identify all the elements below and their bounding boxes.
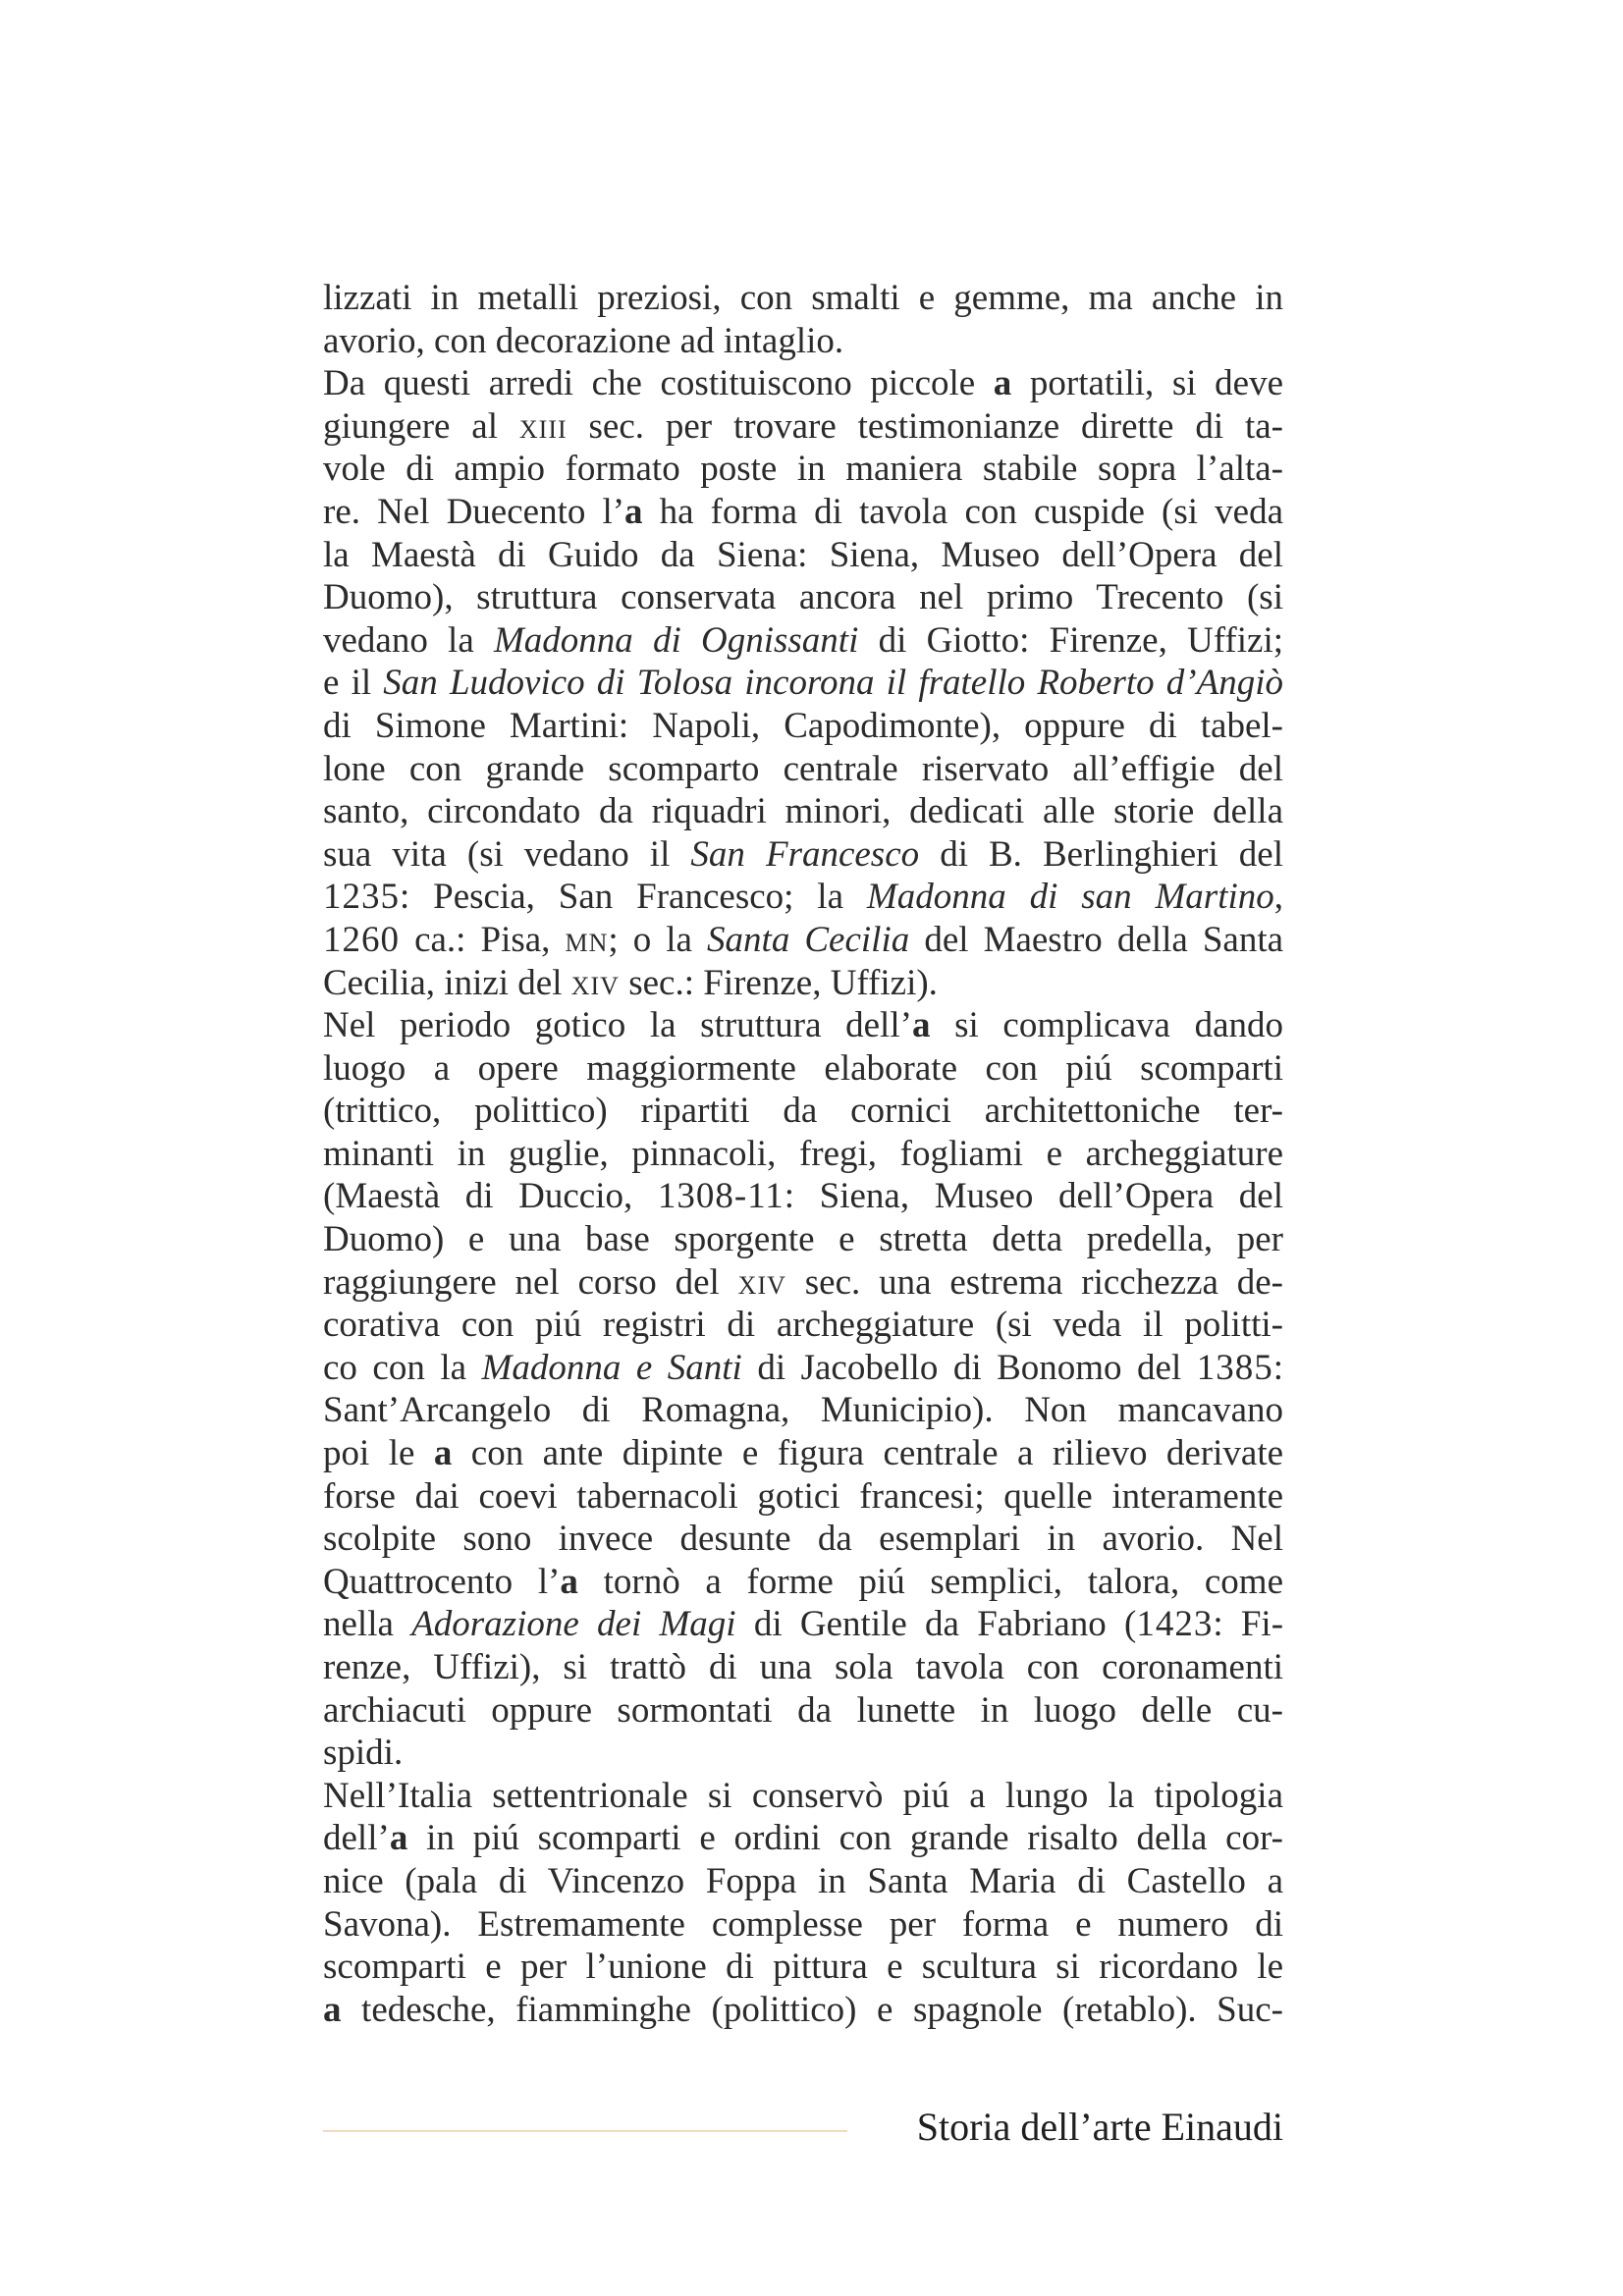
artwork-title: Santa Cecilia (707, 919, 910, 960)
text-line (323, 662, 1283, 705)
text-line (323, 405, 1283, 449)
text-run: Da questi arredi che costituiscono piccole (323, 363, 976, 404)
text-run: tornò a forme piú semplici, talora, come (603, 1561, 1283, 1602)
text-run: minanti in guglie, pinnacoli, fregi, fogliami e archeggiature (323, 1133, 1283, 1174)
text-line (323, 1561, 1283, 1604)
artwork-title: San Ludovico di Tolosa incorona il fratello Roberto d’Angiò (383, 663, 1283, 704)
text-run: Quattrocento l’ (323, 1561, 561, 1602)
text-run: nice (pala di Vincenzo Foppa in Santa Maria di Castello a (323, 1860, 1283, 1901)
text-run: sec. una estrema ricchezza de- (804, 1261, 1284, 1303)
century-numeral: xiv (737, 1261, 786, 1303)
footer-rule (323, 2130, 847, 2132)
text-run: avorio, con decorazione ad intaglio. (323, 320, 844, 361)
text-line (323, 1090, 1283, 1133)
text-run: portatili, si deve (1029, 363, 1283, 404)
text-line (323, 1946, 1283, 1989)
text-line (323, 1432, 1283, 1475)
text-run: : Fi- (1213, 1604, 1284, 1645)
entry-term: a (323, 1989, 342, 2030)
text-run: Nel periodo gotico la struttura dell’ (323, 1005, 912, 1046)
text-run: co con la (323, 1347, 467, 1388)
text-line (323, 619, 1283, 663)
text-run: di Gentile da Fabriano ( (753, 1604, 1137, 1645)
text-run: Duomo) e una base sporgente e stretta detta predella, per (323, 1219, 1283, 1260)
text-line (323, 1004, 1283, 1047)
text-run: si complicava dando (954, 1005, 1283, 1046)
text-line (323, 1689, 1283, 1733)
text-run: vedano la (323, 619, 474, 661)
footer-title: Storia dell’arte Einaudi (916, 2105, 1283, 2149)
text-run: santo, circondato da riquadri minori, dedicati alle storie della (323, 791, 1283, 832)
text-line (323, 320, 1283, 363)
text-line (323, 790, 1283, 833)
text-run: sec. per trovare testimonianze dirette di ta- (588, 405, 1284, 447)
text-run: lone con grande scomparto centrale riservato all’effigie del (323, 748, 1283, 789)
text-run: spidi. (323, 1733, 404, 1774)
text-run: forse dai coevi tabernacoli gotici francesi; quelle interamente (323, 1475, 1283, 1517)
text-run: : (1272, 1347, 1284, 1388)
century-numeral: xiii (518, 405, 568, 447)
entry-term: a (624, 491, 643, 532)
text-run: : Pescia, San Francesco; la (400, 877, 843, 918)
text-line (323, 1817, 1283, 1860)
year: 1308-11 (657, 1176, 784, 1217)
text-line (323, 1775, 1283, 1818)
text-run: raggiungere nel corso del (323, 1261, 720, 1303)
text-run: nella (323, 1604, 394, 1645)
text-run: renze, Uffizi), si trattò di una sola tavola con coronamenti (323, 1647, 1283, 1687)
text-run: e il (323, 663, 372, 704)
text-run: del Maestro della Santa (924, 919, 1284, 960)
entry-term: a (911, 1005, 931, 1046)
text-line (323, 833, 1283, 877)
century-numeral: xiv (570, 962, 620, 1003)
text-line (323, 448, 1283, 491)
text-run: luogo a opere maggiormente elaborate con piú scomparti (323, 1047, 1283, 1089)
text-run: , (1273, 877, 1284, 918)
artwork-title: Madonna di san Martino (866, 877, 1274, 918)
entry-term: a (433, 1433, 453, 1474)
text-line (323, 1389, 1283, 1432)
text-run: di B. Berlinghieri del (940, 833, 1284, 875)
text-line (323, 491, 1283, 534)
text-run: di Simone Martini: Napoli, Capodimonte), oppure di tabel- (323, 705, 1283, 746)
entry-term: a (560, 1561, 578, 1602)
text-line (323, 876, 1283, 919)
artwork-title: Adorazione dei Magi (411, 1604, 736, 1645)
text-run: Nell’Italia settentrionale si conservò piú a lungo la tipologia (323, 1775, 1283, 1816)
text-run: con ante dipinte e figura centrale a rilievo derivate (470, 1433, 1284, 1474)
text-run: ; o la (608, 919, 692, 960)
text-run: lizzati in metalli preziosi, con smalti e gemme, ma anche in (323, 278, 1283, 318)
text-run: sua vita (si vedano il (323, 833, 671, 875)
text-line (323, 1475, 1283, 1519)
text-run: Savona). Estremamente complesse per forma e numero di (323, 1903, 1283, 1945)
text-line (323, 362, 1283, 405)
text-line (323, 1347, 1283, 1390)
text-line (323, 1218, 1283, 1261)
text-run: giungere al (323, 405, 499, 447)
text-line (323, 1646, 1283, 1689)
text-run: archiacuti oppure sormontati da lunette in luogo delle cu- (323, 1689, 1283, 1731)
text-run: Cecilia, inizi del (323, 962, 563, 1003)
page-footer (323, 2103, 1283, 2152)
year: 1260 (323, 919, 400, 960)
text-line (323, 1732, 1283, 1775)
artwork-title: Madonna di Ognissanti (493, 619, 859, 661)
year: 1423 (1136, 1604, 1214, 1645)
text-run: Sant’Arcangelo di Romagna, Municipio). Non mancavano (323, 1390, 1283, 1431)
text-run: (trittico, polittico) ripartiti da cornici architettoniche ter- (323, 1091, 1283, 1132)
entry-term: a (389, 1818, 408, 1859)
entry-term: a (993, 363, 1012, 404)
museum-abbrev: mn (565, 919, 609, 960)
text-line (323, 705, 1283, 748)
text-run: corativa con piú registri di archeggiature (si veda il politti- (323, 1305, 1283, 1346)
text-line (323, 277, 1283, 320)
year: 1385 (1196, 1347, 1273, 1388)
text-line (323, 1133, 1283, 1176)
text-line (323, 1603, 1283, 1646)
text-run: Duomo), struttura conservata ancora nel primo Trecento (si (323, 577, 1283, 618)
text-line (323, 1860, 1283, 1903)
text-line (323, 962, 1283, 1005)
body-text (323, 277, 1283, 2031)
text-run: : Siena, Museo dell’Opera del (784, 1176, 1283, 1217)
text-run: sec.: Firenze, Uffizi). (628, 962, 938, 1003)
text-run: poi le (323, 1433, 415, 1474)
text-line (323, 576, 1283, 619)
text-line (323, 1989, 1283, 2032)
text-run: in piú scomparti e ordini con grande risalto della cor- (426, 1818, 1283, 1859)
text-run: (Maestà di Duccio, (323, 1176, 633, 1217)
text-line (323, 534, 1283, 577)
text-run: tedesche, fiamminghe (polittico) e spagnole (retablo). Suc- (361, 1989, 1284, 2030)
text-run: dell’ (323, 1818, 390, 1859)
text-line (323, 748, 1283, 791)
text-run: di Jacobello di Bonomo del (757, 1347, 1182, 1388)
text-run: ha forma di tavola con cuspide (si veda (659, 491, 1283, 532)
text-run: re. Nel Duecento l’ (323, 491, 625, 532)
text-line (323, 1304, 1283, 1347)
text-run: scolpite sono invece desunte da esemplari in avorio. Nel (323, 1519, 1283, 1560)
text-run: la Maestà di Guido da Siena: Siena, Museo dell’Opera del (323, 534, 1283, 575)
artwork-title: Madonna e Santi (481, 1347, 742, 1388)
year: 1235 (323, 877, 400, 918)
artwork-title: San Francesco (690, 833, 920, 875)
text-line (323, 1903, 1283, 1947)
text-run: scomparti e per l’unione di pittura e scultura si ricordano le (323, 1947, 1283, 1988)
text-line (323, 1175, 1283, 1218)
text-line (323, 919, 1283, 962)
text-line (323, 1261, 1283, 1305)
text-line (323, 1518, 1283, 1561)
text-line (323, 1047, 1283, 1091)
text-run: di Giotto: Firenze, Uffizi; (878, 619, 1284, 661)
text-run: vole di ampio formato poste in maniera stabile sopra l’alta- (323, 449, 1283, 490)
text-run: ca.: Pisa, (414, 919, 551, 960)
